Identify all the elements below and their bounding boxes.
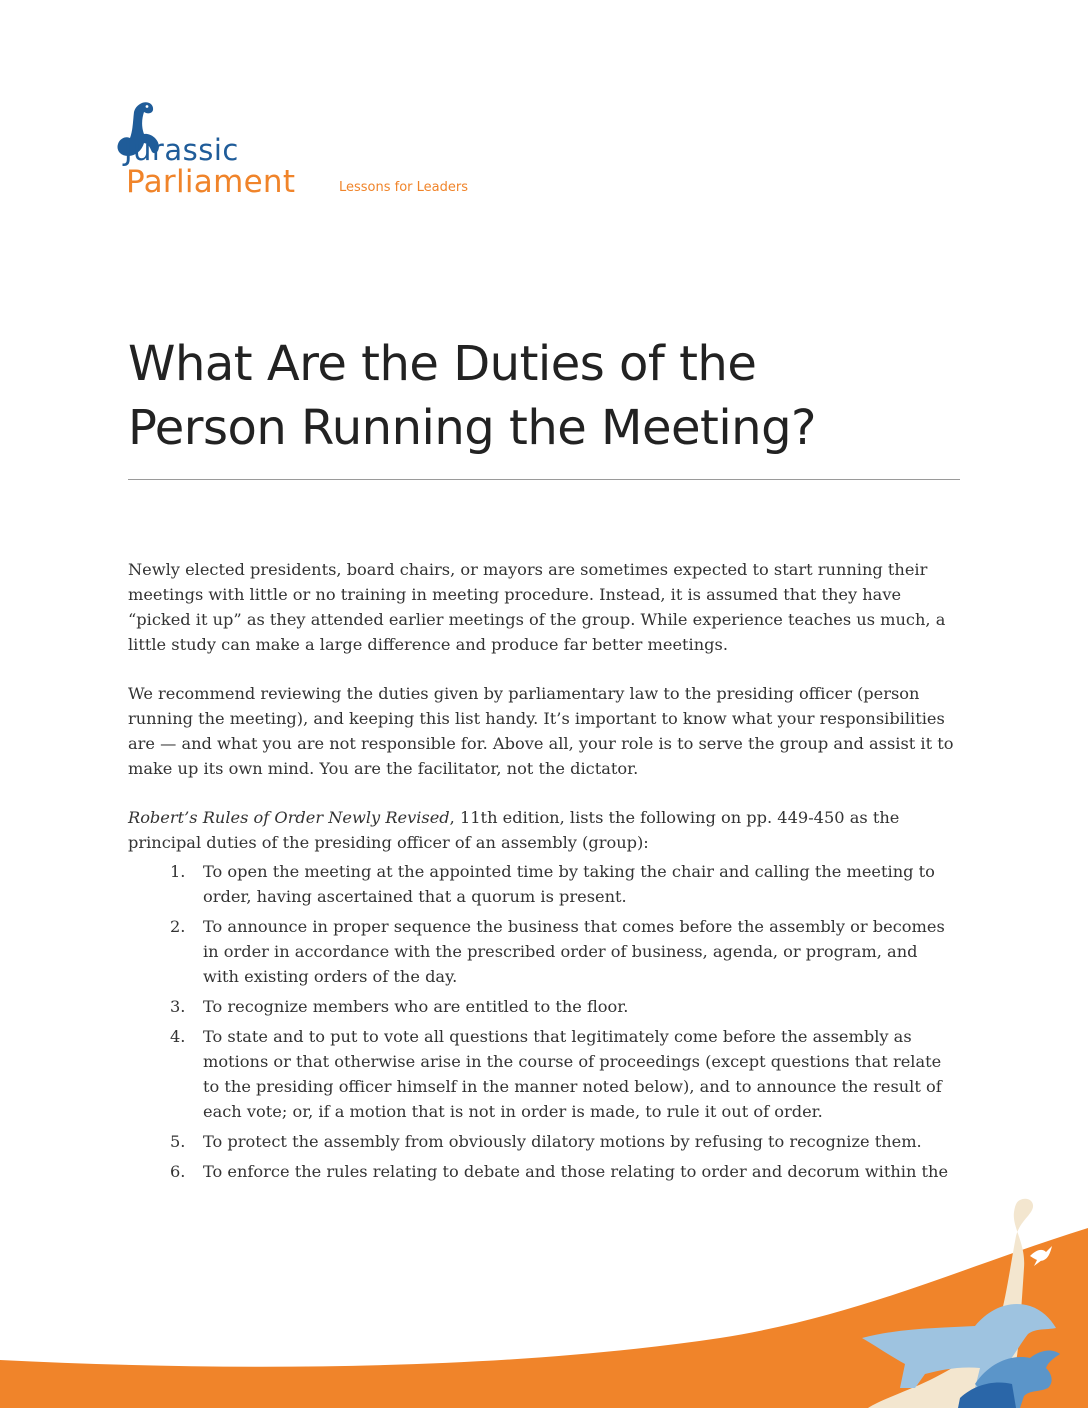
paragraph-1: Newly elected presidents, board chairs, or mayors are sometimes expected to start running their meetings with little or no training in meeting procedure. Instead, it is assumed that they have “picked it up” as they attended earlier meetings of the group. While experience teaches us much, a little study can make a large difference and produce far better meetings. (128, 560, 946, 654)
duty-text: To protect the assembly from obviously dilatory motions by refusing to recognize them. (203, 1132, 922, 1151)
title-divider (128, 479, 960, 480)
duty-number: 4. (170, 1027, 186, 1046)
book-title: Robert’s Rules of Order Newly Revised (128, 808, 450, 827)
duty-text: To announce in proper sequence the business that comes before the assembly or becomes in order in accordance with the prescribed order of business, agenda, or program, and with existing orders of the day. (203, 917, 945, 986)
duties-intro-text: , 11th edition, lists the following on pp. 449-450 as the principal duties of the presiding officer of an assembly (group): (128, 808, 900, 852)
duty-text: To open the meeting at the appointed time by taking the chair and calling the meeting to order, having ascertained that a quorum is present. (203, 862, 935, 906)
article-body (128, 557, 958, 1189)
logo-word-jurassic: Jurassic (124, 133, 239, 167)
duty-number: 5. (170, 1132, 186, 1151)
logo-word-parliament: Parliament (126, 164, 296, 200)
duty-text: To recognize members who are entitled to the floor. (203, 997, 629, 1016)
logo (106, 100, 486, 210)
duty-text: To state and to put to vote all questions that legitimately come before the assembly as motions or that otherwise arise in the course of proceedings (except questions that relate to the presiding officer himself in the manner noted below), and to announce the result of each vote; or, if a motion that is not in order is made, to rule it out of order. (203, 1027, 942, 1121)
duty-item-2 (128, 914, 958, 989)
page-title-line-2: Person Running the Meeting? (128, 400, 817, 456)
logo-tagline: Lessons for Leaders (339, 180, 469, 195)
duty-number: 3. (170, 997, 186, 1016)
page-title-line-1: What Are the Duties of the (128, 336, 757, 392)
duty-item-1 (128, 859, 958, 909)
duty-item-4 (128, 1024, 958, 1124)
duty-number: 1. (170, 862, 186, 881)
paragraph-2: We recommend reviewing the duties given by parliamentary law to the presiding officer (person running the meeting), and keeping this list handy. It’s important to know what your responsibilities are — and what you are not responsible for. Above all, your role is to serve the group and assist it to make up its own mind. You are the facilitator, not the dictator. (128, 684, 954, 778)
duty-item-5 (128, 1129, 958, 1154)
duty-number: 2. (170, 917, 186, 936)
duties-intro (128, 805, 958, 855)
duties-list (128, 859, 958, 1184)
duty-number: 6. (170, 1162, 186, 1181)
duty-item-3 (128, 994, 958, 1019)
footer-orange-wave (0, 1228, 1088, 1408)
duty-item-6 (128, 1159, 958, 1184)
duty-text: To enforce the rules relating to debate and those relating to order and decorum within the (203, 1162, 949, 1181)
footer-wave-art (0, 1188, 1088, 1408)
page-title (128, 332, 968, 460)
